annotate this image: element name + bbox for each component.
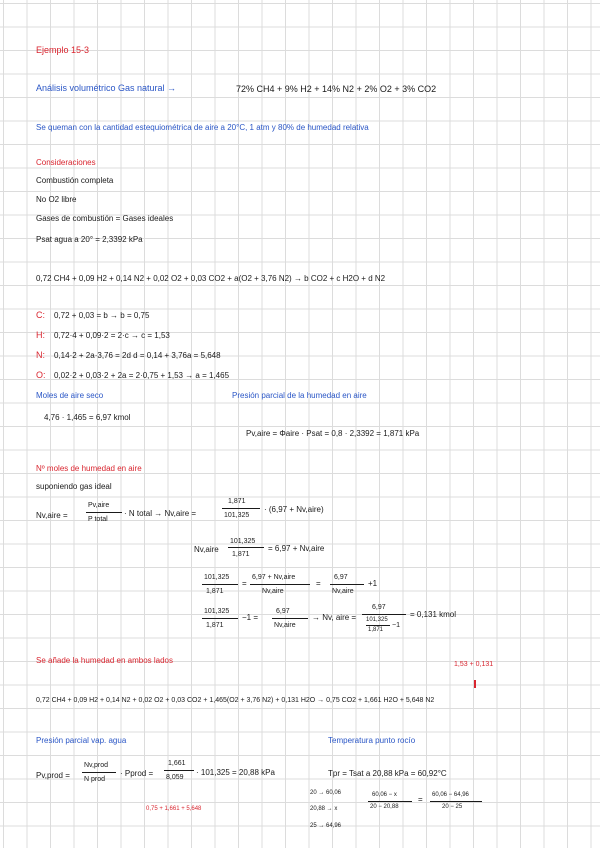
equation-text: · N total → Nv,aire =	[124, 509, 197, 518]
balance-equation: 0,72·4 + 0,09·2 = 2·c → c = 1,53	[54, 331, 170, 340]
fraction-bar	[366, 625, 390, 626]
fraction-bar	[202, 584, 238, 585]
equation-text: · Pprod =	[120, 769, 154, 778]
balance-element: O:	[36, 370, 46, 380]
gas-composition: 72% CH4 + 9% H2 + 14% N2 + 2% O2 + 3% CO2	[236, 84, 437, 94]
vapor-pressure-result: · 101,325 = 20,88 kPa	[196, 768, 275, 777]
combustion-equation-humid: 0,72 CH4 + 0,09 H2 + 0,14 N2 + 0,02 O2 + 0,03 CO2 + 1,465(O2 + 3,76 N2) + 0,131 H2O → 0,75 CO2 + 1,661 H2O + 5,648 N2	[36, 697, 435, 704]
equation-text: → Nv, aire =	[312, 613, 357, 622]
ideal-gas-assumption: suponiendo gas ideal	[36, 482, 112, 491]
combustion-equation: 0,72 CH4 + 0,09 H2 + 0,14 N2 + 0,02 O2 + 0,03 CO2 + a(O2 + 3,76 N2) → b CO2 + c H2O + d N2	[36, 274, 386, 283]
dew-point-equation: Tpr = Tsat a 20,88 kPa = 60,92°C	[328, 769, 447, 778]
balance-element: C:	[36, 310, 45, 320]
fraction-numerator: 6,97 + Nv,aire	[252, 574, 296, 581]
interpolation-row: 25 → 64,96	[310, 823, 342, 829]
fraction-numerator: 101,325	[230, 538, 256, 545]
fraction-numerator: 60,06 − 64,96	[432, 792, 469, 798]
fraction-numerator: Pv,aire	[88, 502, 110, 509]
humidity-moles-heading: Nº moles de humedad en aire	[36, 464, 142, 473]
fraction-numerator: 101,325	[204, 574, 230, 581]
fraction-numerator: 1,661	[168, 760, 186, 767]
fraction-numerator: 1,871	[228, 498, 246, 505]
fraction-bar	[82, 772, 116, 773]
fraction-bar	[362, 614, 406, 615]
fraction-numerator: 101,325	[204, 608, 230, 615]
balance-equation: 0,14·2 + 2a·3,76 = 2d d = 0,14 + 3,76a = 5,648	[54, 351, 221, 360]
equation-text: Nv,aire	[194, 545, 219, 554]
balance-equation: 0,72 + 0,03 = b → b = 0,75	[54, 311, 150, 320]
equation-text: · (6,97 + Nv,aire)	[264, 505, 324, 514]
water-sum-note: 1,53 + 0,131	[454, 661, 494, 668]
fraction-denominator: 1,871	[206, 588, 224, 595]
balance-element: H:	[36, 330, 45, 340]
considerations-heading: Consideraciones	[36, 158, 96, 167]
balance-element: N:	[36, 350, 45, 360]
fraction-denominator: 101,325	[366, 617, 388, 623]
fraction-numerator: Nv,prod	[84, 762, 108, 769]
partial-pressure-equation: Pv,aire = Φaire · Psat = 0,8 · 2,3392 = 1,871 kPa	[246, 429, 420, 438]
equation-text: −1	[392, 622, 400, 629]
fraction-numerator: 60,06 − x	[372, 792, 397, 798]
problem-statement: Se queman con la cantidad estequiométrica de aire a 20°C, 1 atm y 80% de humedad relativa	[36, 123, 369, 132]
page-title: Ejemplo 15-3	[36, 45, 90, 55]
fraction-denominator: 20 − 20,88	[370, 804, 399, 810]
add-humidity-heading: Se añade la humedad en ambos lados	[36, 656, 173, 665]
consideration-item: Psat agua a 20° = 2,3392 kPa	[36, 235, 143, 244]
dew-point-heading: Temperatura punto rocío	[328, 736, 416, 745]
fraction-bar	[368, 801, 412, 802]
equation-text: =	[242, 579, 247, 588]
consideration-item: Gases de combustión = Gases ideales	[36, 214, 174, 223]
interpolation-row: 20,88 → x	[310, 806, 338, 812]
fraction-bar	[430, 801, 482, 802]
fraction-bar	[202, 618, 238, 619]
consideration-item: No O2 libre	[36, 195, 77, 204]
fraction-bar	[164, 770, 194, 771]
dry-air-heading: Moles de aire seco	[36, 391, 104, 400]
equation-text: =	[316, 579, 321, 588]
fraction-denominator: N prod	[84, 776, 106, 783]
vapor-pressure-heading: Presión parcial vap. agua	[36, 736, 127, 745]
balance-equation: 0,02·2 + 0,03·2 + 2a = 2·0,75 + 1,53 → a = 1,465	[54, 371, 230, 380]
moles-sum-note: 0,75 + 1,661 + 5,648	[146, 806, 202, 812]
equation-text: −1 =	[242, 613, 259, 622]
fraction-bar	[272, 618, 308, 619]
fraction-denominator: 1,871	[368, 627, 384, 633]
equation-text: +1	[368, 579, 378, 588]
fraction-bar	[86, 512, 122, 513]
equation-text: = 6,97 + Nv,aire	[268, 544, 325, 553]
fraction-denominator: Nv,aire	[262, 588, 284, 595]
fraction-denominator: P total	[88, 516, 108, 523]
fraction-denominator: 1,871	[206, 622, 224, 629]
partial-pressure-heading: Presión parcial de la humedad en aire	[232, 391, 367, 400]
fraction-denominator: 1,871	[232, 551, 250, 558]
fraction-numerator: 6,97	[276, 608, 290, 615]
analysis-label: Análisis volumétrico Gas natural →	[36, 83, 177, 93]
fraction-denominator: 101,325	[224, 512, 250, 519]
fraction-numerator: 6,97	[334, 574, 348, 581]
equation-text: =	[418, 795, 423, 804]
fraction-bar	[222, 508, 260, 509]
fraction-denominator: 20 − 25	[442, 804, 463, 810]
consideration-item: Combustión completa	[36, 176, 114, 185]
fraction-denominator: Nv,aire	[274, 622, 296, 629]
fraction-bar	[228, 547, 264, 548]
fraction-denominator: Nv,aire	[332, 588, 354, 595]
fraction-bar	[250, 584, 310, 585]
fraction-denominator: 8,059	[166, 774, 184, 781]
fraction-bar	[330, 584, 364, 585]
fraction-numerator: 6,97	[372, 604, 386, 611]
dry-air-equation: 4,76 · 1,465 = 6,97 kmol	[44, 413, 131, 422]
humidity-result: = 0,131 kmol	[410, 610, 457, 619]
nv-aire-lhs: Nv,aire =	[36, 511, 68, 520]
equation-text: Pv,prod =	[36, 771, 70, 780]
red-arrow-marker	[474, 680, 476, 688]
interpolation-row: 20 → 60,06	[310, 790, 342, 796]
